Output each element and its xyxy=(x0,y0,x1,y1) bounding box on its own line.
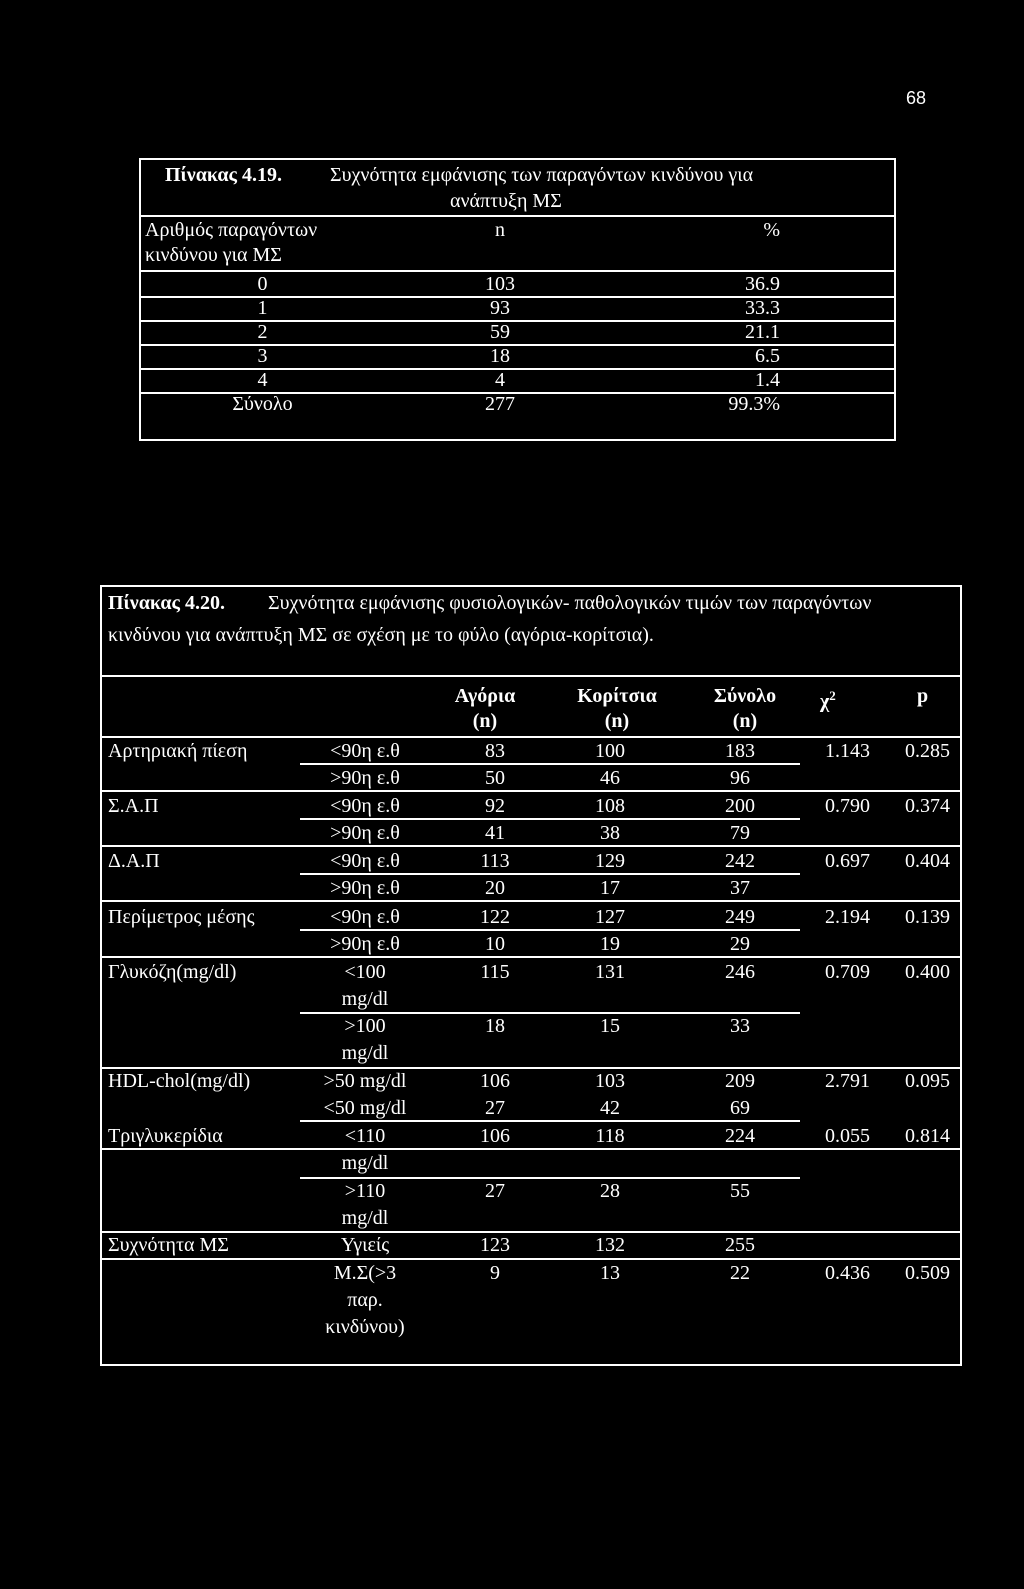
p-value: 0.404 xyxy=(905,850,950,872)
table1-cell-pct: 99.3% xyxy=(728,393,780,415)
total-count: 96 xyxy=(730,767,750,789)
table1-cell-n: 4 xyxy=(495,369,505,391)
table1-col-header-line2: κινδύνου για ΜΣ xyxy=(145,244,282,266)
header-total: Σύνολο xyxy=(713,685,777,707)
category-label-line2: mg/dl xyxy=(341,1207,389,1229)
header-girls: Κορίτσια xyxy=(577,685,657,707)
girls-count: 38 xyxy=(600,822,620,844)
table1-cell-pct: 36.9 xyxy=(745,273,780,295)
table2-row-divider xyxy=(300,929,800,931)
girls-count: 46 xyxy=(600,767,620,789)
table1-caption-label: Πίνακας 4.19. xyxy=(165,164,282,186)
boys-count: 20 xyxy=(485,877,505,899)
boys-count: 83 xyxy=(485,740,505,762)
category-label-line2: παρ. xyxy=(347,1289,383,1311)
table1-caption-line2: ανάπτυξη ΜΣ xyxy=(450,190,562,212)
p-value: 0.814 xyxy=(905,1125,950,1147)
girls-count: 42 xyxy=(600,1097,620,1119)
boys-count: 41 xyxy=(485,822,505,844)
table2-caption-label: Πίνακας 4.20. xyxy=(108,592,225,614)
table2-header-divider xyxy=(100,736,962,738)
category-label: >100 xyxy=(344,1015,386,1037)
table2-row-divider xyxy=(300,763,800,765)
table1-cell-n: 93 xyxy=(490,297,510,319)
page-number: 68 xyxy=(906,88,927,108)
header-girls-n: (n) xyxy=(604,710,630,732)
table1-cell-n: 103 xyxy=(485,273,515,295)
total-count: 55 xyxy=(730,1180,750,1202)
chi-square-value: 0.709 xyxy=(825,961,870,983)
table1-col-header-line1: Αριθμός παραγόντων xyxy=(145,219,318,241)
table1-caption-line1: Συχνότητα εμφάνισης των παραγόντων κινδύνου για xyxy=(330,164,754,186)
girls-count: 13 xyxy=(600,1262,620,1284)
total-count: 209 xyxy=(725,1070,755,1092)
total-count: 79 xyxy=(730,822,750,844)
p-value: 0.095 xyxy=(905,1070,950,1092)
total-count: 37 xyxy=(730,877,750,899)
boys-count: 9 xyxy=(490,1262,500,1284)
category-label-line2: mg/dl xyxy=(341,988,389,1010)
table2-row-divider xyxy=(100,790,962,792)
category-label: <50 mg/dl xyxy=(323,1097,407,1119)
table1-col-n: n xyxy=(495,219,505,241)
p-value: 0.285 xyxy=(905,740,950,762)
total-count: 33 xyxy=(730,1015,750,1037)
total-count: 22 xyxy=(730,1262,750,1284)
category-label: <90η ε.θ xyxy=(330,906,400,928)
table2-row-divider xyxy=(100,900,962,902)
category-label: >90η ε.θ xyxy=(330,822,400,844)
girls-count: 103 xyxy=(595,1070,625,1092)
p-value: 0.139 xyxy=(905,906,950,928)
girls-count: 132 xyxy=(595,1234,625,1256)
table2-row-divider xyxy=(100,1148,962,1150)
category-label: >90η ε.θ xyxy=(330,877,400,899)
category-label: <90η ε.θ xyxy=(330,850,400,872)
boys-count: 113 xyxy=(480,850,510,872)
factor-label: Σ.Α.Π xyxy=(108,795,159,817)
header-boys-n: (n) xyxy=(472,710,498,732)
chi-square-value: 0.790 xyxy=(825,795,870,817)
p-value: 0.374 xyxy=(905,795,950,817)
chi-square-value: 2.194 xyxy=(825,906,870,928)
table2-row-divider xyxy=(300,818,800,820)
factor-label: Δ.Α.Π xyxy=(108,850,160,872)
total-count: 69 xyxy=(730,1097,750,1119)
category-label: >110 xyxy=(344,1180,386,1202)
factor-label: Γλυκόζη(mg/dl) xyxy=(108,961,237,983)
category-label: Υγιείς xyxy=(340,1234,390,1256)
total-count: 246 xyxy=(725,961,755,983)
boys-count: 50 xyxy=(485,767,505,789)
table2-row-divider xyxy=(300,873,800,875)
girls-count: 28 xyxy=(600,1180,620,1202)
chi-square-value: 0.697 xyxy=(825,850,870,872)
header-boys: Αγόρια xyxy=(454,685,516,707)
boys-count: 123 xyxy=(480,1234,510,1256)
total-count: 255 xyxy=(725,1234,755,1256)
category-label: <90η ε.θ xyxy=(330,795,400,817)
total-count: 200 xyxy=(725,795,755,817)
girls-count: 127 xyxy=(595,906,625,928)
total-count: 242 xyxy=(725,850,755,872)
boys-count: 18 xyxy=(485,1015,505,1037)
category-label: >90η ε.θ xyxy=(330,933,400,955)
table1-cell-k: Σύνολο xyxy=(232,393,293,415)
table1-cell-n: 18 xyxy=(490,345,510,367)
table1-cell-pct: 6.5 xyxy=(755,345,780,367)
table1-divider xyxy=(139,215,896,217)
girls-count: 100 xyxy=(595,740,625,762)
table1-cell-k: 1 xyxy=(257,297,268,319)
table1-cell-k: 2 xyxy=(257,321,268,343)
table1-cell-pct: 33.3 xyxy=(745,297,780,319)
table1-cell-k: 4 xyxy=(257,369,268,391)
table1-cell-pct: 1.4 xyxy=(755,369,780,391)
factor-label: HDL-chol(mg/dl) xyxy=(108,1070,251,1092)
table1-cell-k: 0 xyxy=(257,273,268,295)
table2-row-divider xyxy=(300,1120,800,1122)
table2-row-divider xyxy=(100,956,962,958)
table2-divider xyxy=(100,675,962,677)
chi-square-value: 0.055 xyxy=(825,1125,870,1147)
table1-cell-pct: 21.1 xyxy=(745,321,780,343)
p-value: 0.509 xyxy=(905,1262,950,1284)
table1-cell-n: 59 xyxy=(490,321,510,343)
table2-row-divider xyxy=(100,1231,962,1233)
table2-row-divider xyxy=(100,845,962,847)
category-label: >50 mg/dl xyxy=(323,1070,407,1092)
header-p: p xyxy=(917,685,929,707)
girls-count: 19 xyxy=(600,933,620,955)
boys-count: 27 xyxy=(485,1180,505,1202)
boys-count: 106 xyxy=(480,1070,510,1092)
boys-count: 106 xyxy=(480,1125,510,1147)
factor-label: Αρτηριακή πίεση xyxy=(108,740,248,762)
girls-count: 118 xyxy=(595,1125,625,1147)
total-count: 29 xyxy=(730,933,750,955)
girls-count: 129 xyxy=(595,850,625,872)
category-label: <110 xyxy=(344,1125,386,1147)
table1-cell-k: 3 xyxy=(257,345,268,367)
category-label-line2: mg/dl xyxy=(341,1042,389,1064)
table2-row-divider xyxy=(100,1067,962,1069)
total-count: 224 xyxy=(725,1125,755,1147)
boys-count: 115 xyxy=(480,961,510,983)
table1-col-pct: % xyxy=(763,219,780,241)
header-chi-square xyxy=(820,685,836,713)
header-chi: χ xyxy=(820,690,830,713)
boys-count: 122 xyxy=(480,906,510,928)
total-count: 183 xyxy=(725,740,755,762)
p-value: 0.400 xyxy=(905,961,950,983)
table2-row-divider xyxy=(300,1177,800,1179)
factor-label: Τριγλυκερίδια xyxy=(108,1125,223,1147)
table1-cell-n: 277 xyxy=(485,393,515,415)
boys-count: 10 xyxy=(485,933,505,955)
table1-divider xyxy=(139,270,896,272)
factor-label: Περίμετρος μέσης xyxy=(108,906,255,928)
chi-square-value: 0.436 xyxy=(825,1262,870,1284)
table2-caption-line1: Συχνότητα εμφάνισης φυσιολογικών- παθολογικών τιμών των παραγόντων xyxy=(268,592,872,614)
table2-caption-line2: κινδύνου για ανάπτυξη ΜΣ σε σχέση με το φύλο (αγόρια-κορίτσια). xyxy=(108,624,654,646)
category-label: >90η ε.θ xyxy=(330,767,400,789)
girls-count: 108 xyxy=(595,795,625,817)
chi-square-value: 2.791 xyxy=(825,1070,870,1092)
category-label-line2: mg/dl xyxy=(341,1152,389,1174)
category-label-line3: κινδύνου) xyxy=(325,1316,405,1338)
girls-count: 15 xyxy=(600,1015,620,1037)
category-label: <90η ε.θ xyxy=(330,740,400,762)
girls-count: 17 xyxy=(600,877,620,899)
table2-row-divider xyxy=(300,1012,800,1014)
table2-row-divider xyxy=(100,1258,962,1260)
boys-count: 27 xyxy=(485,1097,505,1119)
chi-square-value: 1.143 xyxy=(825,740,870,762)
category-label: Μ.Σ(>3 xyxy=(333,1262,397,1284)
factor-label: Συχνότητα ΜΣ xyxy=(108,1234,229,1256)
girls-count: 131 xyxy=(595,961,625,983)
header-chi-sup: 2 xyxy=(829,688,836,703)
category-label: <100 xyxy=(344,961,386,983)
boys-count: 92 xyxy=(485,795,505,817)
total-count: 249 xyxy=(725,906,755,928)
header-total-n: (n) xyxy=(732,710,758,732)
